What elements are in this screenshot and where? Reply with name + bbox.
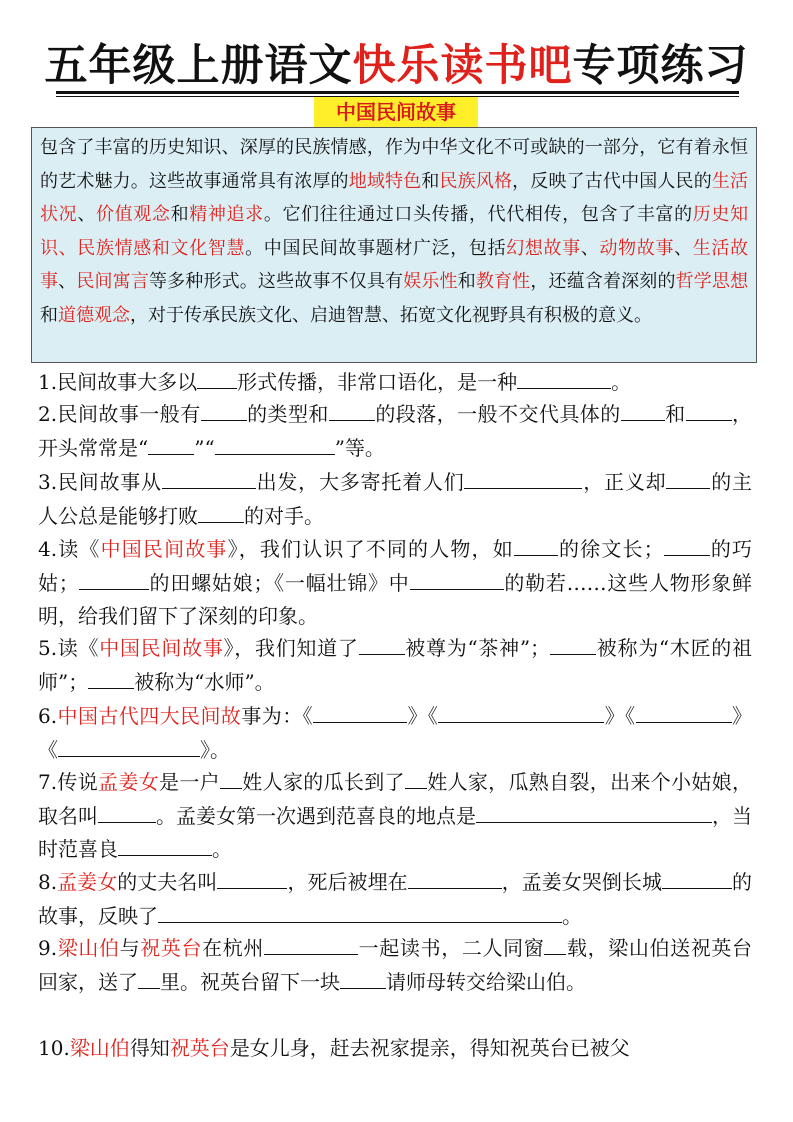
answer-blank[interactable] bbox=[522, 821, 712, 823]
answer-blank[interactable] bbox=[405, 787, 427, 789]
question-text: 事为：《 bbox=[241, 704, 314, 728]
intro-highlight: 价值观念 bbox=[95, 204, 171, 225]
answer-blank[interactable] bbox=[550, 653, 596, 655]
question-text: 的徐文长； bbox=[557, 537, 664, 561]
intro-text: 和 bbox=[170, 204, 190, 225]
question-10 bbox=[38, 1032, 752, 1066]
intro-text: 、 bbox=[77, 204, 96, 225]
question-text: 2.民间故事一般有 bbox=[38, 402, 201, 426]
intro-text: 等多种形式。这些故事不仅具有 bbox=[148, 271, 404, 292]
question-text: 被称为“水师”。 bbox=[134, 669, 275, 694]
question-7 bbox=[38, 766, 752, 867]
answer-blank[interactable] bbox=[217, 887, 287, 889]
intro-text: 、 bbox=[674, 237, 693, 259]
question-text: 的田螺姑娘；《一幅壮锦》中 bbox=[148, 570, 410, 595]
question-text: 1.民间故事大多以 bbox=[38, 370, 198, 394]
character-highlight: 梁山伯 bbox=[69, 1036, 130, 1060]
question-2 bbox=[38, 398, 752, 465]
intro-text: ，反映了古代中国人民的 bbox=[512, 170, 712, 192]
intro-highlight: 幻想故事 bbox=[506, 237, 581, 259]
question-text: 的段落，一般不交代具体的 bbox=[374, 402, 621, 426]
question-text: 6. bbox=[38, 704, 58, 728]
title-underline-thick bbox=[56, 91, 739, 94]
question-text: 姓人家，瓜熟自裂，出来个小姑娘，取名叫 bbox=[38, 770, 753, 828]
answer-blank[interactable] bbox=[662, 887, 732, 889]
question-text: 。孟姜女第一次遇到范喜良的地点是 bbox=[156, 803, 476, 828]
answer-blank[interactable] bbox=[313, 721, 407, 723]
title-suffix: 专项练习 bbox=[572, 41, 749, 91]
question-text: 载，梁山伯送祝英台回家，送了 bbox=[38, 936, 753, 994]
character-highlight: 祝英台 bbox=[140, 936, 203, 960]
question-text: 出发，大多寄托着人们 bbox=[255, 470, 465, 494]
question-9 bbox=[38, 932, 752, 999]
question-text: 的勒若……这些人物形象鲜明，给我们留下了深刻的印象。 bbox=[38, 570, 753, 628]
question-text: 被称为“木匠的祖师”； bbox=[38, 636, 753, 694]
question-text: 请师母转交给梁山伯。 bbox=[386, 969, 586, 994]
question-text: 。 bbox=[562, 903, 582, 928]
question-text: 4.读《 bbox=[38, 537, 101, 561]
question-text: 7.传说 bbox=[38, 770, 99, 794]
answer-blank[interactable] bbox=[410, 588, 504, 590]
answer-blank[interactable] bbox=[264, 953, 358, 955]
question-text: 5.读《 bbox=[38, 636, 100, 660]
question-text: ”“ bbox=[194, 435, 215, 460]
answer-blank[interactable] bbox=[408, 887, 502, 889]
intro-text: 和 bbox=[421, 170, 440, 192]
question-text: 。 bbox=[611, 370, 632, 394]
intro-highlight: 历史知识、民族情感和文化智慧 bbox=[40, 204, 749, 259]
question-text: 8. bbox=[38, 870, 58, 894]
question-text: 的巧姑； bbox=[38, 537, 753, 595]
question-text: 一起读书，二人同窗 bbox=[358, 936, 545, 960]
answer-blank[interactable] bbox=[664, 554, 710, 556]
intro-text: ，对于传承民族文化、启迪智慧、拓宽文化视野具有积极的意义。 bbox=[130, 304, 652, 326]
intro-highlight: 道德观念 bbox=[58, 304, 130, 326]
question-5 bbox=[38, 632, 752, 699]
question-text: ”等。 bbox=[334, 435, 385, 460]
question-text: 》《 bbox=[407, 704, 439, 728]
book-title-highlight: 中国民间故事 bbox=[100, 537, 228, 561]
intro-highlight: 地域特色 bbox=[348, 170, 422, 192]
question-text: 里。祝英台留下一块 bbox=[160, 969, 340, 994]
question-text: 是一户 bbox=[159, 770, 220, 794]
character-highlight: 孟姜女 bbox=[98, 770, 160, 794]
question-text: 被尊为“茶神”； bbox=[404, 636, 551, 660]
answer-blank[interactable] bbox=[138, 987, 160, 989]
answer-blank[interactable] bbox=[198, 521, 244, 523]
answer-blank[interactable] bbox=[666, 487, 710, 489]
question-text: 》。 bbox=[200, 737, 230, 762]
title-prefix: 五年级上册语文 bbox=[44, 41, 353, 91]
answer-blank[interactable] bbox=[329, 419, 375, 421]
answer-blank[interactable] bbox=[162, 487, 256, 489]
question-text: 10. bbox=[38, 1036, 70, 1060]
question-text: 和 bbox=[664, 402, 686, 426]
question-text: 的丈夫名叫 bbox=[117, 870, 218, 894]
answer-blank[interactable] bbox=[359, 653, 405, 655]
answer-blank[interactable] bbox=[621, 419, 665, 421]
question-text: ，当时范喜良 bbox=[38, 803, 752, 861]
answer-blank[interactable] bbox=[118, 854, 212, 856]
character-highlight: 祝英台 bbox=[169, 1036, 230, 1060]
intro-highlight: 哲学思想 bbox=[675, 271, 749, 292]
question-text: 在杭州 bbox=[202, 936, 265, 960]
question-text: 》《 bbox=[38, 704, 753, 762]
question-text: ，正义却 bbox=[582, 470, 667, 494]
section-subtitle: 中国民间故事 bbox=[314, 97, 478, 127]
intro-text: 。中国民间故事题材广泛，包括 bbox=[245, 237, 507, 259]
character-highlight: 梁山伯 bbox=[57, 936, 120, 960]
book-title-highlight: 中国民间故事 bbox=[99, 636, 224, 660]
question-text: ，死后被埋在 bbox=[287, 870, 408, 894]
answer-blank[interactable] bbox=[438, 721, 604, 723]
answer-blank[interactable] bbox=[88, 687, 134, 689]
intro-highlight: 教育性 bbox=[475, 271, 531, 292]
question-text: 形式传播，非常口语化，是一种 bbox=[237, 370, 518, 394]
intro-text: 和 bbox=[457, 271, 476, 292]
answer-blank[interactable] bbox=[636, 721, 732, 723]
intro-highlight: 生活状况 bbox=[40, 170, 749, 225]
question-text: 》，我们知道了 bbox=[223, 636, 359, 660]
answer-blank[interactable] bbox=[215, 453, 335, 455]
question-text: 》，我们认识了不同的人物，如 bbox=[227, 537, 514, 561]
answer-blank[interactable] bbox=[201, 419, 247, 421]
intro-highlight: 动物故事 bbox=[599, 237, 675, 259]
title-highlight: 快乐读书吧 bbox=[352, 41, 573, 91]
question-text: 是女儿身，赶去祝家提亲，得知祝英台已被父 bbox=[229, 1036, 630, 1060]
worksheet-title bbox=[0, 38, 793, 94]
answer-blank[interactable] bbox=[464, 487, 582, 489]
question-text: 与 bbox=[119, 936, 141, 960]
intro-text: 。它们往往通过口头传播，代代相传，包含了丰富的 bbox=[263, 204, 693, 225]
question-text: ，孟姜女哭倒长城 bbox=[501, 870, 662, 894]
question-text: 得知 bbox=[129, 1036, 170, 1060]
answer-blank[interactable] bbox=[686, 419, 732, 421]
intro-highlight: 娱乐性 bbox=[403, 271, 458, 292]
answer-blank[interactable] bbox=[158, 921, 562, 923]
intro-text: 包含了丰富的历史知识、深厚的民族情感，作为中华文化不可或缺的一部分，它有着永恒的艺术魅力。这些故事通常具有浓厚的 bbox=[40, 137, 748, 192]
question-text: 的故事，反映了 bbox=[38, 870, 753, 928]
question-8 bbox=[38, 866, 752, 933]
question-text: 》《 bbox=[604, 704, 636, 728]
answer-blank[interactable] bbox=[517, 387, 611, 389]
question-text: 9. bbox=[38, 936, 58, 960]
answer-blank[interactable] bbox=[148, 453, 194, 455]
intro-text: 、 bbox=[58, 271, 77, 292]
intro-text: 和 bbox=[40, 304, 58, 326]
question-text: ，开头常常是“ bbox=[38, 402, 753, 460]
question-text: 的对手。 bbox=[244, 503, 324, 528]
question-text: 。 bbox=[212, 837, 232, 861]
intro-highlight: 民间寓言 bbox=[76, 271, 149, 292]
intro-highlight: 精神追求 bbox=[189, 204, 264, 225]
question-text: 的主人公总是能够打败 bbox=[38, 470, 753, 528]
answer-blank[interactable] bbox=[544, 953, 566, 955]
character-highlight: 孟姜女 bbox=[57, 870, 118, 894]
question-4 bbox=[38, 533, 752, 634]
answer-blank[interactable] bbox=[476, 821, 522, 823]
intro-highlight: 民族风格 bbox=[439, 170, 513, 192]
answer-blank[interactable] bbox=[340, 987, 386, 989]
question-3 bbox=[38, 466, 752, 533]
intro-text: 、 bbox=[580, 237, 600, 259]
answer-blank[interactable] bbox=[79, 588, 149, 590]
answer-blank[interactable] bbox=[58, 755, 200, 757]
question-1 bbox=[38, 366, 752, 400]
answer-blank[interactable] bbox=[220, 787, 242, 789]
question-text: 姓人家的瓜长到了 bbox=[241, 770, 405, 794]
intro-highlight: 生活故事 bbox=[40, 237, 749, 292]
question-text: 3.民间故事从 bbox=[38, 470, 162, 494]
answer-blank[interactable] bbox=[514, 554, 558, 556]
topic-highlight: 中国古代四大民间故 bbox=[57, 704, 242, 728]
intro-text: ，还蕴含着深刻的 bbox=[530, 271, 676, 292]
question-6 bbox=[38, 700, 752, 767]
answer-blank[interactable] bbox=[98, 821, 156, 823]
intro-text-box bbox=[31, 127, 757, 363]
question-text: 的类型和 bbox=[246, 402, 329, 426]
answer-blank[interactable] bbox=[197, 387, 237, 389]
